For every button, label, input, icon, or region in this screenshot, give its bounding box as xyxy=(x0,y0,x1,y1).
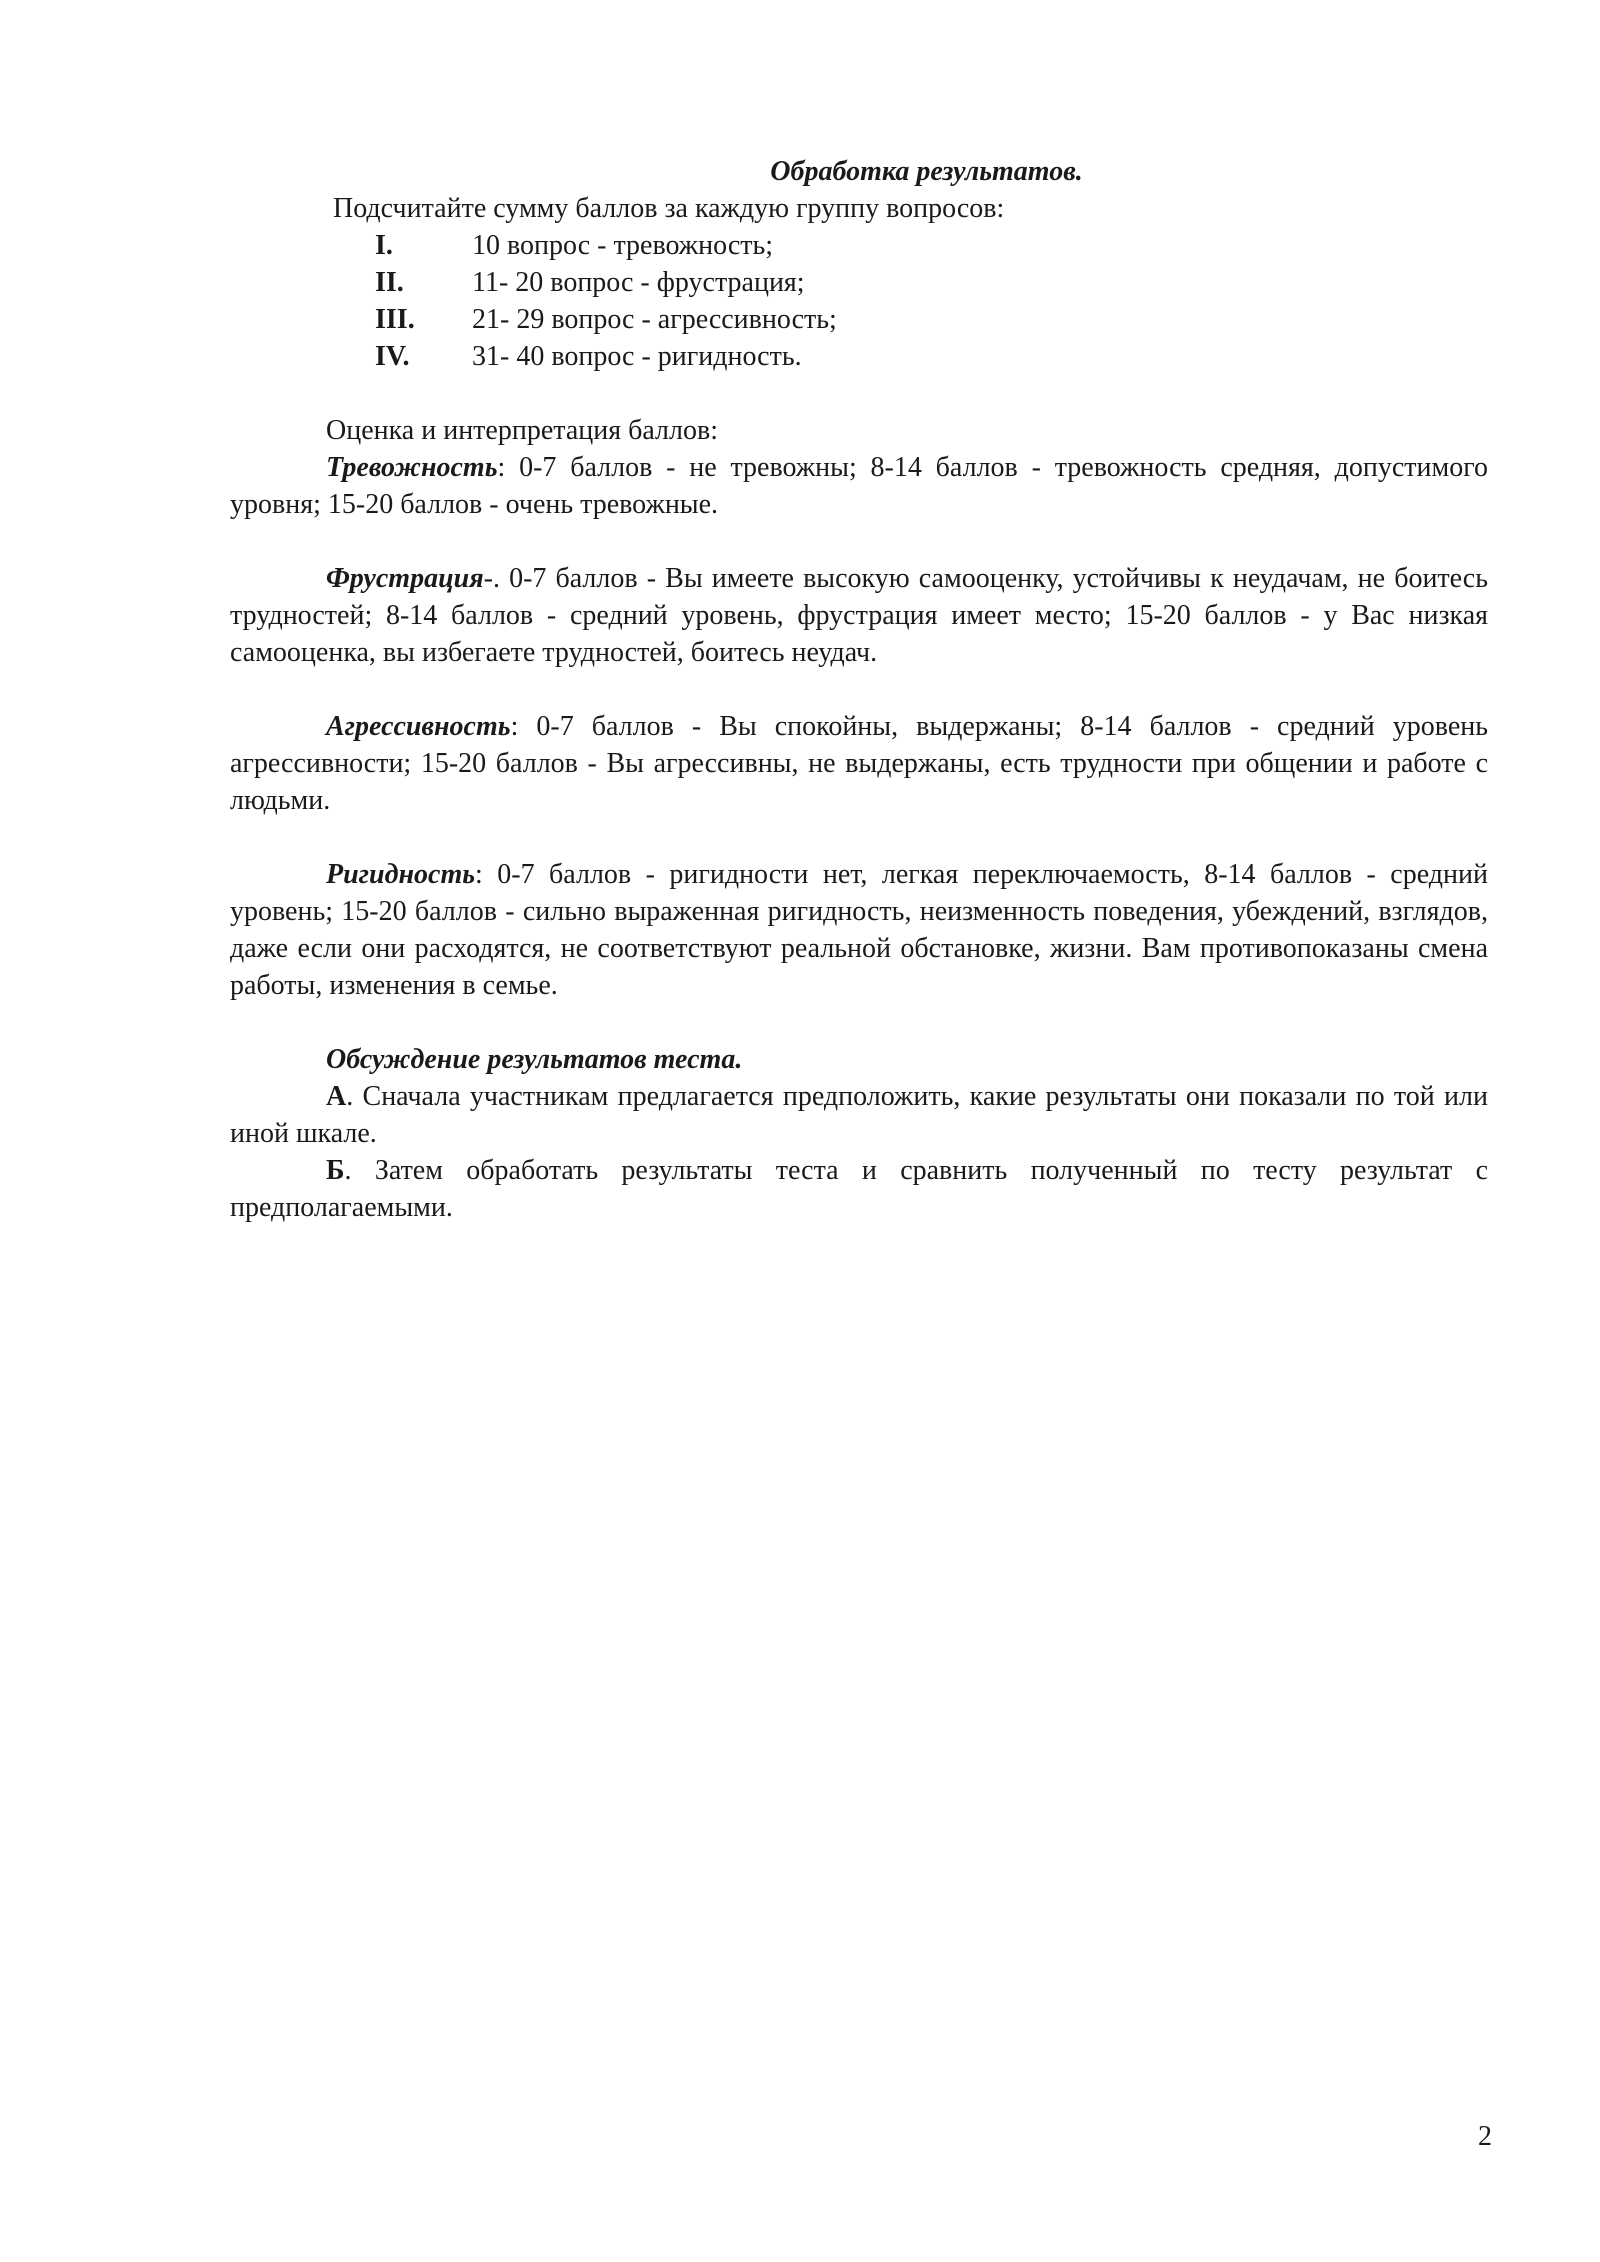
intro-text: Подсчитайте сумму баллов за каждую группу вопросов: xyxy=(333,193,1005,224)
scale-rigidity-paragraph xyxy=(230,856,1488,1004)
scale-aggressiveness-paragraph xyxy=(230,708,1488,819)
discussion-item-mark: А xyxy=(326,1081,347,1112)
spacer xyxy=(230,523,1488,560)
scale-term: Фрустрация xyxy=(326,563,484,594)
list-item-number: I. xyxy=(375,230,393,261)
spacer xyxy=(230,819,1488,856)
scale-anxiety-paragraph xyxy=(230,449,1488,523)
list-item xyxy=(230,264,1488,301)
scale-term: Агрессивность xyxy=(326,711,511,742)
discussion-item-mark: Б xyxy=(326,1155,345,1186)
spacer xyxy=(230,671,1488,708)
page-content xyxy=(230,153,1488,1226)
list-item-number: IV. xyxy=(375,341,410,372)
list-item-number: II. xyxy=(375,267,404,298)
discussion-item xyxy=(230,1078,1488,1152)
page-number: 2 xyxy=(1478,2121,1492,2152)
list-item xyxy=(230,301,1488,338)
spacer xyxy=(230,375,1488,412)
scale-description: : 0-7 баллов - не тревожны; 8-14 баллов - тревожность средняя, допустимого уровня; 15-20 баллов - очень тревожные. xyxy=(230,452,1488,520)
discussion-item-text: . Затем обработать результаты теста и сравнить полученный по тесту результат с предполагаемыми. xyxy=(230,1155,1488,1223)
scale-term: Ригидность xyxy=(326,859,476,890)
scale-term: Тревожность xyxy=(326,452,498,483)
discussion-item-text: . Сначала участникам предлагается предположить, какие результаты они показали по той или иной шкале. xyxy=(230,1081,1488,1149)
scale-frustration-paragraph xyxy=(230,560,1488,671)
scale-description: -. 0-7 баллов - Вы имеете высокую самооценку, устойчивы к неудачам, не боитесь трудностей; 8-14 баллов - средний уровень, фрустрация имеет место; 15-20 баллов - у Вас низкая самооценка, вы избегаете трудностей, боитесь неудач. xyxy=(230,563,1488,668)
section-title: Обработка результатов. xyxy=(770,156,1083,187)
spacer xyxy=(230,1004,1488,1041)
list-item-text: 31- 40 вопрос - ригидность. xyxy=(472,341,802,372)
evaluation-heading: Оценка и интерпретация баллов: xyxy=(326,415,718,446)
question-groups-list xyxy=(230,227,1488,375)
discussion-heading: Обсуждение результатов теста. xyxy=(326,1044,743,1075)
scale-description: : 0-7 баллов - ригидности нет, легкая переключаемость, 8-14 баллов - средний уровень; 15-20 баллов - сильно выраженная ригидность, неизменность поведения, убеждений, взглядов, даже если они расходятся, не соответствуют реальной обстановке, жизни. Вам противопоказаны смена работы, изменения в семье. xyxy=(230,859,1488,1001)
list-item-text: 10 вопрос - тревожность; xyxy=(472,230,774,261)
list-item-number: III. xyxy=(375,304,415,335)
list-item xyxy=(230,338,1488,375)
discussion-item xyxy=(230,1152,1488,1226)
scale-description: : 0-7 баллов - Вы спокойны, выдержаны; 8-14 баллов - средний уровень агрессивности; 15-20 баллов - Вы агрессивны, не выдержаны, есть трудности при общении и работе с людьми. xyxy=(230,711,1488,816)
list-item-text: 11- 20 вопрос - фрустрация; xyxy=(472,267,805,298)
list-item-text: 21- 29 вопрос - агрессивность; xyxy=(472,304,837,335)
list-item xyxy=(230,227,1488,264)
